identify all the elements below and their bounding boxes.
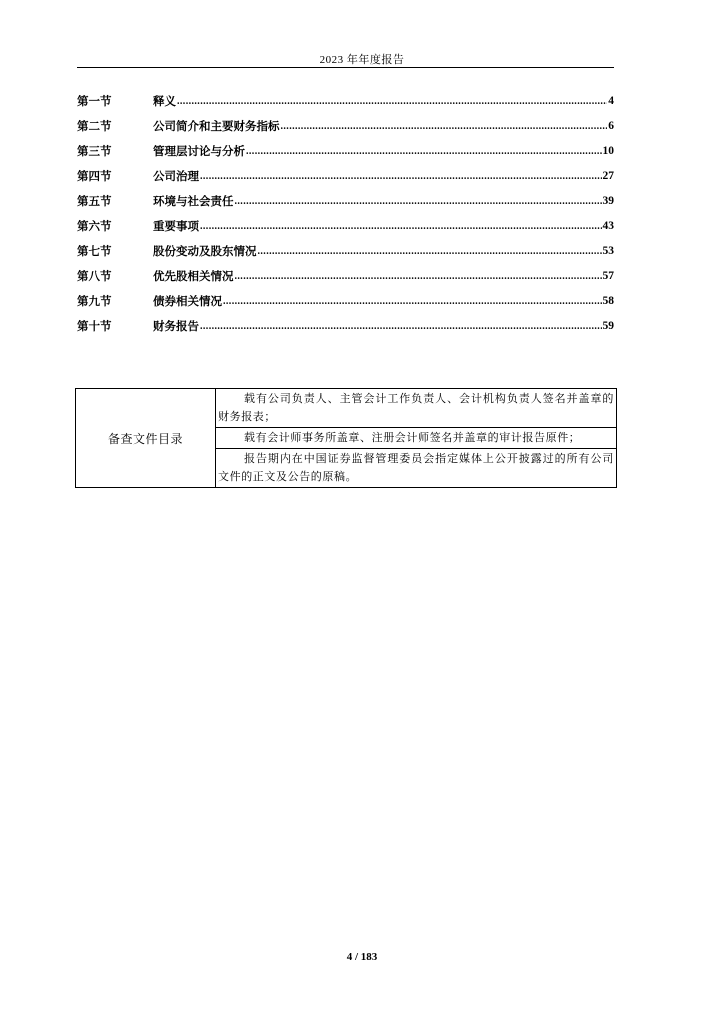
toc-row-8[interactable] bbox=[77, 263, 614, 288]
reference-document-item: 报告期内在中国证券监督管理委员会指定媒体上公开披露过的所有公司文件的正文及公告的原稿。 bbox=[216, 449, 617, 488]
toc-dot-leader bbox=[258, 246, 602, 258]
toc-title: 财务报告 bbox=[153, 318, 199, 333]
toc-dot-leader bbox=[246, 146, 602, 158]
toc-dot-leader bbox=[235, 196, 602, 208]
page-number: 4 / 183 bbox=[346, 951, 378, 963]
toc-page-number: 6 bbox=[608, 119, 614, 132]
toc-page-number: 59 bbox=[602, 319, 614, 332]
toc-section-label: 第六节 bbox=[77, 218, 112, 233]
toc-title: 公司治理 bbox=[153, 168, 199, 183]
toc-dot-leader bbox=[223, 296, 602, 308]
toc-row-4[interactable] bbox=[77, 163, 614, 188]
toc-section-label: 第一节 bbox=[77, 93, 112, 108]
toc-page-number: 57 bbox=[602, 269, 614, 282]
toc-dot-leader bbox=[200, 221, 602, 233]
toc-page-number: 4 bbox=[608, 94, 614, 107]
toc-row-3[interactable] bbox=[77, 138, 614, 163]
header-title: 2023 年年度报告 bbox=[319, 54, 405, 66]
reference-documents-label: 备查文件目录 bbox=[76, 389, 216, 488]
toc-title: 股份变动及股东情况 bbox=[153, 243, 257, 258]
toc-row-7[interactable] bbox=[77, 238, 614, 263]
toc-section-label: 第九节 bbox=[77, 293, 112, 308]
toc-dot-leader bbox=[235, 271, 602, 283]
reference-document-item: 载有会计师事务所盖章、注册会计师签名并盖章的审计报告原件； bbox=[216, 428, 617, 449]
toc-page-number: 27 bbox=[602, 169, 614, 182]
header-divider bbox=[77, 67, 614, 68]
toc-section-label: 第十节 bbox=[77, 318, 112, 333]
toc-title: 重要事项 bbox=[153, 218, 199, 233]
toc-section-label: 第七节 bbox=[77, 243, 112, 258]
toc-page-number: 39 bbox=[602, 194, 614, 207]
toc-title: 优先股相关情况 bbox=[153, 268, 234, 283]
toc-section-label: 第三节 bbox=[77, 143, 112, 158]
toc-section-label: 第四节 bbox=[77, 168, 112, 183]
toc-title: 释义 bbox=[153, 93, 176, 108]
toc-row-1[interactable] bbox=[77, 88, 614, 113]
toc-section-label: 第二节 bbox=[77, 118, 112, 133]
toc-section-label: 第八节 bbox=[77, 268, 112, 283]
toc-row-9[interactable] bbox=[77, 288, 614, 313]
toc-row-10[interactable] bbox=[77, 313, 614, 338]
toc-page-number: 43 bbox=[602, 219, 614, 232]
toc-title: 管理层讨论与分析 bbox=[153, 143, 245, 158]
toc-page-number: 53 bbox=[602, 244, 614, 257]
toc-title: 公司简介和主要财务指标 bbox=[153, 118, 280, 133]
toc-dot-leader bbox=[177, 96, 607, 108]
toc-title: 环境与社会责任 bbox=[153, 193, 234, 208]
table-row bbox=[76, 389, 617, 428]
reference-document-item: 载有公司负责人、主管会计工作负责人、会计机构负责人签名并盖章的财务报表； bbox=[216, 389, 617, 428]
toc-row-5[interactable] bbox=[77, 188, 614, 213]
table-of-contents bbox=[77, 88, 614, 338]
toc-page-number: 58 bbox=[602, 294, 614, 307]
toc-dot-leader bbox=[200, 171, 602, 183]
toc-dot-leader bbox=[200, 321, 602, 333]
toc-title: 债券相关情况 bbox=[153, 293, 222, 308]
toc-section-label: 第五节 bbox=[77, 193, 112, 208]
toc-page-number: 10 bbox=[602, 144, 614, 157]
reference-documents-table bbox=[75, 388, 617, 488]
toc-row-6[interactable] bbox=[77, 213, 614, 238]
toc-dot-leader bbox=[281, 121, 608, 133]
toc-row-2[interactable] bbox=[77, 113, 614, 138]
